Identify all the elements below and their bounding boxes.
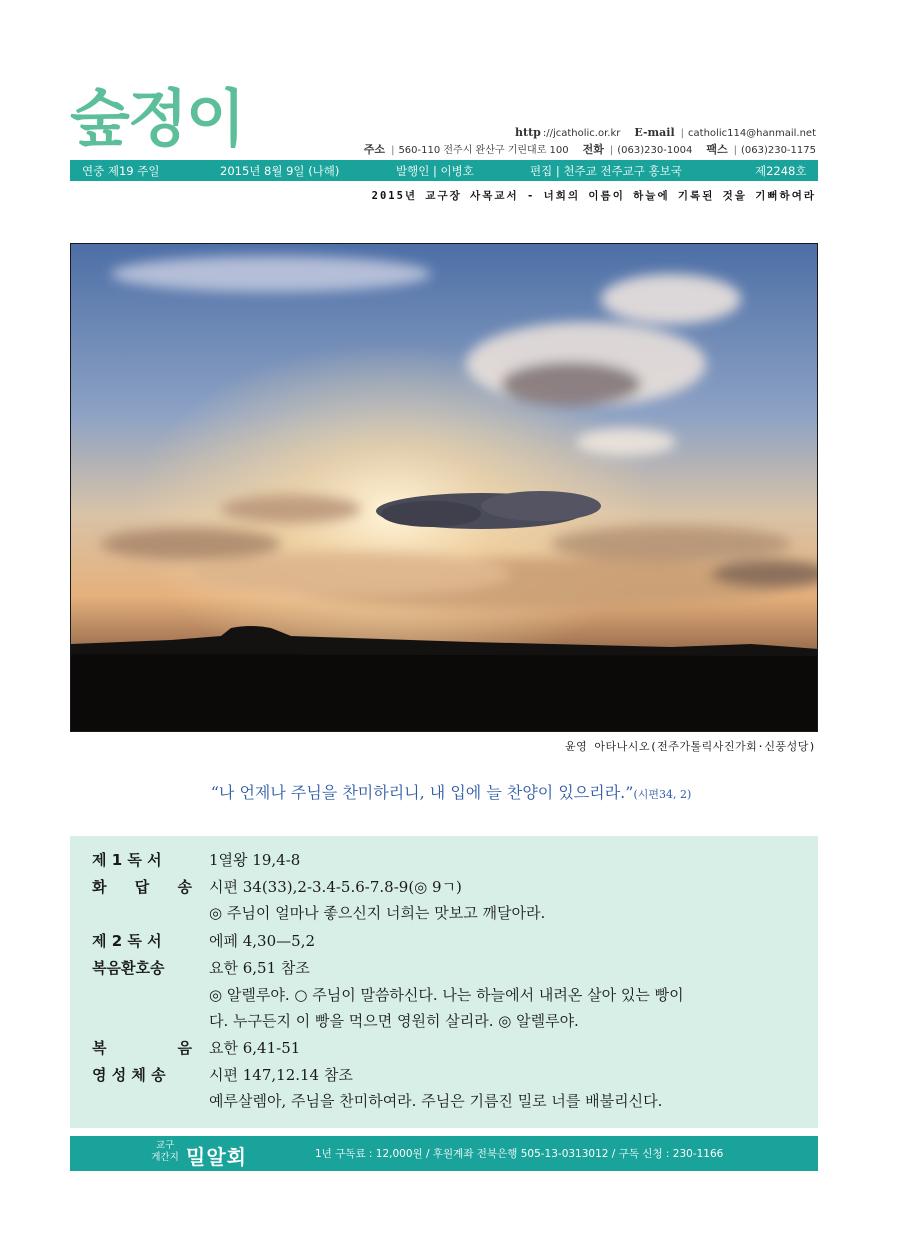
readings-box: [70, 836, 818, 1128]
contact-web-email: http ://jcatholic.or.kr E-mail | catholic114@hanmail.net: [515, 126, 816, 139]
issue-info-bar: [70, 160, 818, 181]
communion-ref: 시편 147,12.14 참조: [209, 1066, 353, 1084]
publisher: 발행인 | 이병호: [396, 164, 474, 178]
pastoral-letter-motto: 2015년 교구장 사목교서 - 너희의 이름이 하늘에 기록된 것을 기뻐하여라: [371, 190, 816, 202]
first-reading-label: 제 1 독 서: [92, 851, 162, 869]
gospel-label: 복 음: [92, 1039, 192, 1057]
website-url[interactable]: ://jcatholic.or.kr: [542, 128, 621, 139]
alleluia-label: 복음환호송: [92, 959, 165, 977]
psalm-ref: 시편 34(33),2-3.4-5.6-7.8-9(◎ 9ㄱ): [209, 878, 462, 896]
magazine-logo: 밀알회: [186, 1145, 247, 1169]
psalm-response: ◎ 주님이 얼마나 좋으신지 너희는 맛보고 깨달아라.: [209, 904, 546, 922]
quote-text: “나 언제나 주님을 찬미하리니, 내 입에 늘 찬양이 있으리라.”: [210, 783, 634, 802]
email-label: E-mail: [634, 126, 675, 139]
photo-credit: 윤영 아타나시오(전주가톨릭사진가회·신풍성당): [564, 740, 816, 753]
second-reading-ref: 에페 4,30—5,2: [209, 932, 316, 950]
liturgical-season: 연중 제19 주일: [82, 164, 160, 178]
subscription-footer: [70, 1136, 818, 1171]
sunset-sky-image: [71, 244, 818, 732]
alleluia-verse-2: 다. 누구든지 이 빵을 먹으면 영원히 살리라. ◎ 알렐루야.: [209, 1012, 579, 1030]
psalm-label: 화 답 송: [92, 878, 192, 896]
alleluia-verse-1: ◎ 알렐루야. ○ 주님이 말씀하신다. 나는 하늘에서 내려온 살아 있는 빵이: [209, 986, 684, 1004]
phone-number: (063)230-1004: [617, 145, 693, 156]
address-text: 560-110 전주시 완산구 기린대로 100: [398, 145, 569, 156]
cover-photo: [70, 243, 818, 732]
first-reading-ref: 1열왕 19,4-8: [209, 851, 301, 869]
communion-label: 영 성 체 송: [92, 1066, 166, 1084]
issue-number: 제2248호: [755, 164, 807, 178]
contact-address-phone: 주소 | 560-110 전주시 완산구 기린대로 100 전화 | (063)230-1004 팩스 | (063)230-1175: [363, 143, 816, 156]
phone-label: 전화: [582, 143, 604, 156]
issue-date: 2015년 8월 9일 (나해): [220, 164, 340, 178]
communion-text: 예루살렘아, 주님을 찬미하여라. 주님은 기름진 밀로 너를 배불리신다.: [209, 1092, 663, 1110]
fax-number: (063)230-1175: [740, 145, 816, 156]
email-address[interactable]: catholic114@hanmail.net: [688, 128, 816, 139]
editor: 편집 | 천주교 전주교구 홍보국: [530, 164, 682, 178]
newsletter-logo: 숲정이: [70, 82, 244, 155]
subscription-info: 1년 구독료 : 12,000원 / 후원계좌 전북은행 505-13-0313012 / 구독 신청 : 230-1166: [315, 1148, 724, 1160]
address-label: 주소: [363, 143, 386, 156]
publication-type: 교구 게간지: [151, 1140, 179, 1163]
second-reading-label: 제 2 독 서: [92, 932, 162, 950]
url-label: http: [515, 126, 541, 139]
alleluia-ref: 요한 6,51 참조: [209, 959, 310, 977]
scripture-quote: [0, 780, 902, 803]
fax-label: 팩스: [706, 143, 728, 156]
quote-reference: (시편34, 2): [633, 788, 692, 801]
gospel-ref: 요한 6,41-51: [209, 1039, 301, 1057]
